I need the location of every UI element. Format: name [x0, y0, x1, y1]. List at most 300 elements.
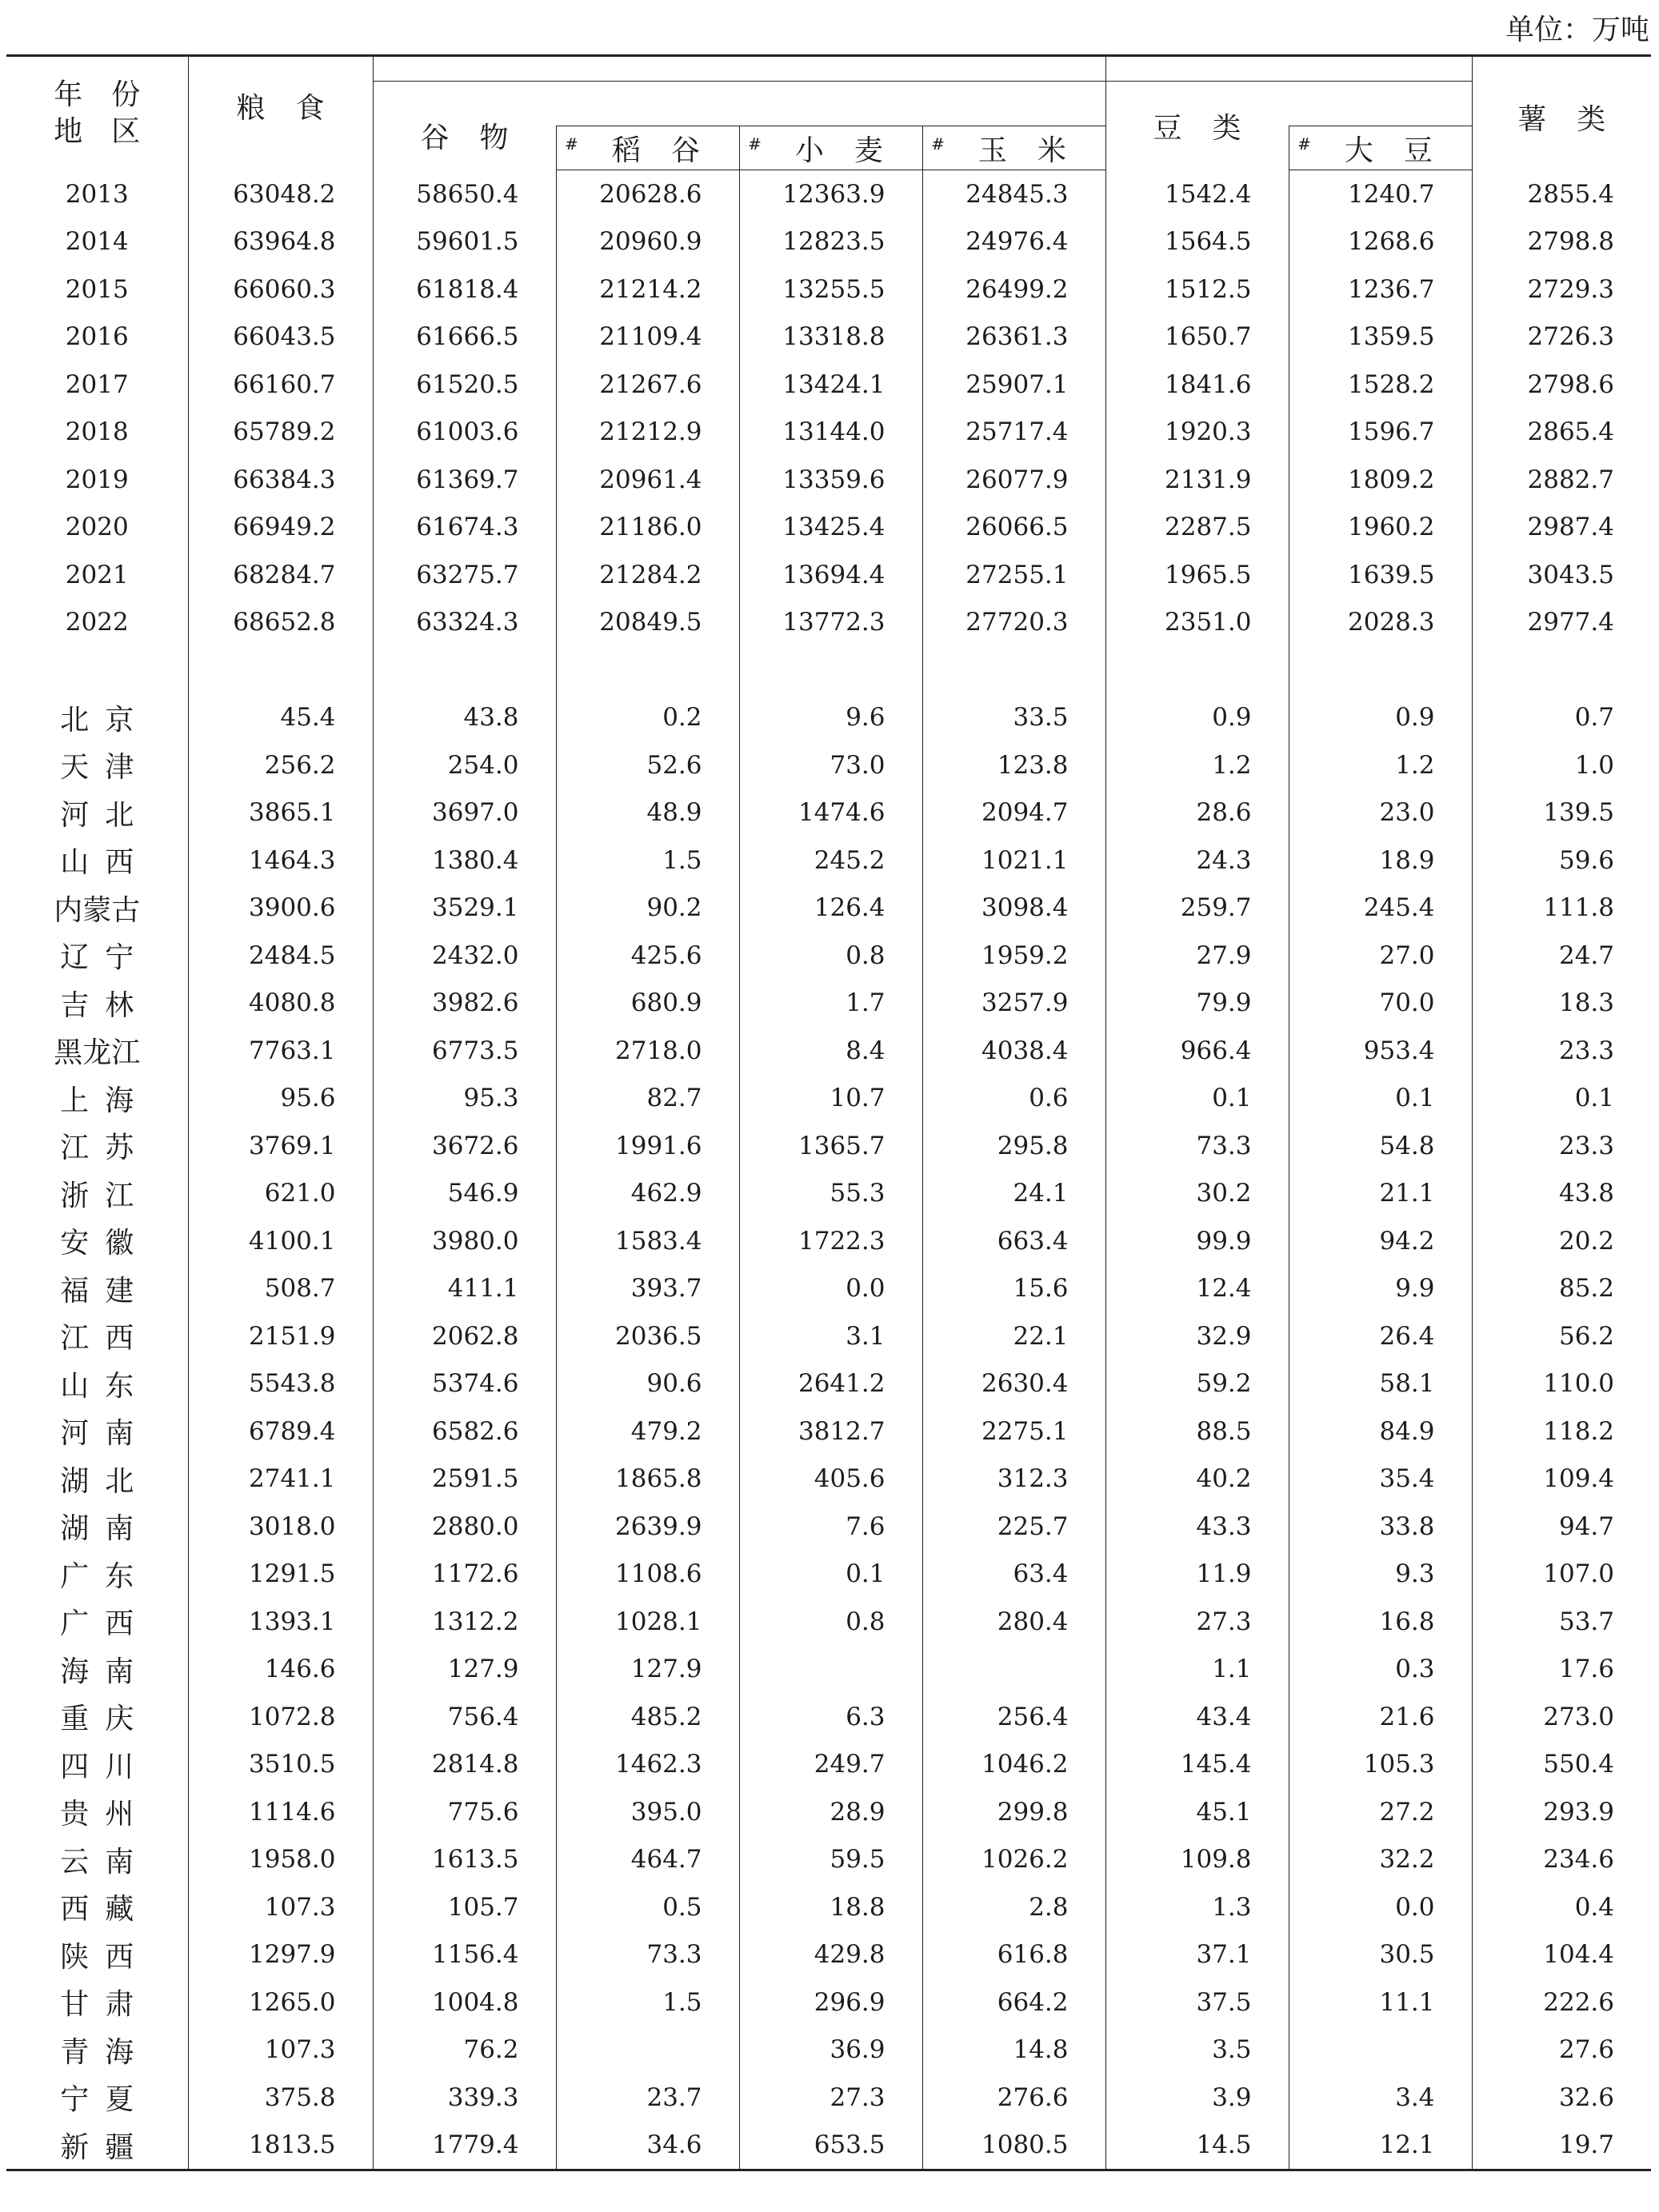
tubers-value: 27.6	[1472, 2026, 1651, 2074]
grain-value: 66160.7	[188, 361, 373, 409]
rice-value	[556, 2026, 739, 2074]
table-row-region	[6, 2122, 1651, 2170]
corn-value: 15.6	[922, 1265, 1105, 1313]
grain-value: 1072.8	[188, 1693, 373, 1741]
tubers-value: 139.5	[1472, 789, 1651, 837]
soybean-value: 11.1	[1289, 1978, 1472, 2026]
region-cell: 青海	[60, 2035, 150, 2069]
wheat-value: 18.8	[739, 1883, 922, 1931]
region-cell: 西藏	[60, 1893, 150, 1927]
tubers-value: 23.3	[1472, 1027, 1651, 1075]
tubers-value: 17.6	[1472, 1646, 1651, 1694]
grain-value: 68284.7	[188, 551, 373, 599]
grain-value: 1114.6	[188, 1788, 373, 1836]
region-cell: 吉林	[60, 988, 150, 1022]
region-cell: 上海	[60, 1084, 150, 1117]
tubers-value: 107.0	[1472, 1551, 1651, 1599]
corn-value: 24845.3	[922, 170, 1105, 218]
year-cell: 2016	[65, 322, 129, 352]
cereals-value: 254.0	[373, 741, 556, 789]
table-row-region	[6, 1312, 1651, 1360]
soybean-value: 245.4	[1289, 884, 1472, 932]
beans-value: 40.2	[1105, 1455, 1289, 1503]
table-row-region	[6, 1978, 1651, 2026]
cereals-value: 61666.5	[373, 313, 556, 361]
table-row-region	[6, 1693, 1651, 1741]
beans-value: 1.1	[1105, 1646, 1289, 1694]
rice-value: 20849.5	[556, 599, 739, 647]
wheat-value: 8.4	[739, 1027, 922, 1075]
beans-value: 259.7	[1105, 884, 1289, 932]
table-row-region	[6, 1170, 1651, 1218]
region-cell: 甘肃	[60, 1988, 150, 2022]
beans-value: 28.6	[1105, 789, 1289, 837]
grain-value: 1297.9	[188, 1931, 373, 1979]
soybean-value: 105.3	[1289, 1741, 1472, 1789]
beans-value: 1841.6	[1105, 361, 1289, 409]
beans-value: 24.3	[1105, 836, 1289, 884]
grain-value: 63048.2	[188, 170, 373, 218]
wheat-value: 296.9	[739, 1978, 922, 2026]
tubers-value: 18.3	[1472, 980, 1651, 1028]
wheat-value: 126.4	[739, 884, 922, 932]
cereals-value: 43.8	[373, 694, 556, 742]
tubers-value: 32.6	[1472, 2074, 1651, 2122]
corn-value: 276.6	[922, 2074, 1105, 2122]
corn-value: 22.1	[922, 1312, 1105, 1360]
gap-cell	[373, 646, 556, 694]
region-cell: 河南	[60, 1417, 150, 1451]
grain-value: 63964.8	[188, 218, 373, 266]
soybean-value: 35.4	[1289, 1455, 1472, 1503]
cereals-value: 756.4	[373, 1693, 556, 1741]
wheat-value: 0.1	[739, 1551, 922, 1599]
cereals-value: 3697.0	[373, 789, 556, 837]
wheat-value: 429.8	[739, 1931, 922, 1979]
soybean-value: 21.1	[1289, 1170, 1472, 1218]
rice-value: 48.9	[556, 789, 739, 837]
cereals-value: 63275.7	[373, 551, 556, 599]
tubers-value: 2987.4	[1472, 504, 1651, 552]
soybean-value: 33.8	[1289, 1503, 1472, 1551]
gap-cell	[1472, 646, 1651, 694]
tubers-value: 293.9	[1472, 1788, 1651, 1836]
rice-value: 1991.6	[556, 1122, 739, 1170]
soybean-value: 1.2	[1289, 741, 1472, 789]
soybean-value: 54.8	[1289, 1122, 1472, 1170]
grain-value: 1291.5	[188, 1551, 373, 1599]
soybean-value: 3.4	[1289, 2074, 1472, 2122]
region-cell: 陕西	[60, 1940, 150, 1974]
wheat-value: 13772.3	[739, 599, 922, 647]
corn-value: 14.8	[922, 2026, 1105, 2074]
corn-value: 3257.9	[922, 980, 1105, 1028]
rice-value: 21109.4	[556, 313, 739, 361]
rice-value: 52.6	[556, 741, 739, 789]
rice-value: 1583.4	[556, 1217, 739, 1265]
gap-cell	[1289, 646, 1472, 694]
region-cell: 海南	[60, 1655, 150, 1688]
header-spacer	[1105, 56, 1472, 82]
table-row-region	[6, 2026, 1651, 2074]
region-cell: 四川	[60, 1750, 150, 1783]
beans-value: 1512.5	[1105, 266, 1289, 313]
soybean-value: 0.1	[1289, 1075, 1472, 1123]
corn-value: 0.6	[922, 1075, 1105, 1123]
table-row-year	[6, 456, 1651, 504]
rice-value: 34.6	[556, 2122, 739, 2170]
tubers-value: 56.2	[1472, 1312, 1651, 1360]
cereals-value: 1156.4	[373, 1931, 556, 1979]
table-row-year	[6, 170, 1651, 218]
cereals-value: 61674.3	[373, 504, 556, 552]
grain-value: 66949.2	[188, 504, 373, 552]
grain-value: 6789.4	[188, 1407, 373, 1455]
table-row-year	[6, 266, 1651, 313]
corn-value: 2275.1	[922, 1407, 1105, 1455]
corn-value: 25907.1	[922, 361, 1105, 409]
tubers-value: 2798.8	[1472, 218, 1651, 266]
table-row-region	[6, 1122, 1651, 1170]
grain-value: 3018.0	[188, 1503, 373, 1551]
corn-value: 25717.4	[922, 409, 1105, 457]
table-row-year	[6, 409, 1651, 457]
tubers-value: 2865.4	[1472, 409, 1651, 457]
cereals-value: 76.2	[373, 2026, 556, 2074]
soybean-value: 1236.7	[1289, 266, 1472, 313]
rice-value: 1.5	[556, 836, 739, 884]
soybean-value: 1359.5	[1289, 313, 1472, 361]
beans-value: 0.9	[1105, 694, 1289, 742]
header-spacer	[556, 82, 1105, 126]
cereals-value: 3672.6	[373, 1122, 556, 1170]
cereals-value: 61369.7	[373, 456, 556, 504]
grain-value: 256.2	[188, 741, 373, 789]
tubers-value: 110.0	[1472, 1360, 1651, 1408]
rice-value: 1462.3	[556, 1741, 739, 1789]
soybean-value: 21.6	[1289, 1693, 1472, 1741]
beans-value: 30.2	[1105, 1170, 1289, 1218]
beans-value: 1542.4	[1105, 170, 1289, 218]
beans-value: 79.9	[1105, 980, 1289, 1028]
cereals-value: 546.9	[373, 1170, 556, 1218]
tubers-value: 20.2	[1472, 1217, 1651, 1265]
soybean-value: 1240.7	[1289, 170, 1472, 218]
beans-value: 3.5	[1105, 2026, 1289, 2074]
rice-value: 20628.6	[556, 170, 739, 218]
cereals-value: 58650.4	[373, 170, 556, 218]
tubers-value: 85.2	[1472, 1265, 1651, 1313]
grain-value: 3769.1	[188, 1122, 373, 1170]
table-row-region	[6, 1836, 1651, 1884]
year-cell: 2020	[65, 513, 129, 542]
wheat-value: 0.0	[739, 1265, 922, 1313]
rice-value: 462.9	[556, 1170, 739, 1218]
rice-value: 1108.6	[556, 1551, 739, 1599]
tubers-value: 1.0	[1472, 741, 1651, 789]
table-row-region	[6, 1931, 1651, 1979]
table-row-region	[6, 1883, 1651, 1931]
rice-value: 20960.9	[556, 218, 739, 266]
wheat-header: # 小麦	[739, 126, 922, 170]
year-cell: 2017	[65, 369, 129, 399]
beans-value: 43.3	[1105, 1503, 1289, 1551]
grain-value: 146.6	[188, 1646, 373, 1694]
cereals-header: 谷物	[373, 82, 556, 170]
rice-value: 127.9	[556, 1646, 739, 1694]
beans-value: 37.1	[1105, 1931, 1289, 1979]
tubers-value: 3043.5	[1472, 551, 1651, 599]
table-row-region	[6, 1217, 1651, 1265]
soybean-value: 84.9	[1289, 1407, 1472, 1455]
beans-value: 99.9	[1105, 1217, 1289, 1265]
table-row-region	[6, 932, 1651, 980]
wheat-value: 10.7	[739, 1075, 922, 1123]
corn-value: 225.7	[922, 1503, 1105, 1551]
tubers-value: 2729.3	[1472, 266, 1651, 313]
region-cell: 新疆	[6, 2122, 188, 2170]
tubers-value: 550.4	[1472, 1741, 1651, 1789]
grain-value: 5543.8	[188, 1360, 373, 1408]
beans-value: 966.4	[1105, 1027, 1289, 1075]
soybean-value: 1268.6	[1289, 218, 1472, 266]
year-cell: 2019	[65, 465, 129, 494]
corn-value: 26066.5	[922, 504, 1105, 552]
table-row-year	[6, 551, 1651, 599]
beans-value: 1920.3	[1105, 409, 1289, 457]
year-cell: 2021	[65, 560, 129, 589]
corn-value	[922, 1646, 1105, 1694]
table-row-region	[6, 1265, 1651, 1313]
rice-value: 73.3	[556, 1931, 739, 1979]
rice-value: 1865.8	[556, 1455, 739, 1503]
grain-value: 68652.8	[188, 599, 373, 647]
rice-value: 82.7	[556, 1075, 739, 1123]
table-row-region	[6, 2074, 1651, 2122]
tubers-value: 234.6	[1472, 1836, 1651, 1884]
year-cell: 2018	[65, 417, 129, 447]
table-row-region	[6, 741, 1651, 789]
cereals-value: 1172.6	[373, 1551, 556, 1599]
grain-production-table	[6, 54, 1651, 2171]
year-cell: 2014	[65, 227, 129, 257]
tubers-value: 2882.7	[1472, 456, 1651, 504]
region-cell: 江苏	[60, 1132, 150, 1165]
corn-value: 1026.2	[922, 1836, 1105, 1884]
region-label: 地区	[54, 114, 170, 148]
wheat-value: 55.3	[739, 1170, 922, 1218]
corn-value: 2.8	[922, 1883, 1105, 1931]
table-row-region	[6, 1407, 1651, 1455]
rice-value: 395.0	[556, 1788, 739, 1836]
soybean-value: 16.8	[1289, 1598, 1472, 1646]
corn-value: 3098.4	[922, 884, 1105, 932]
gap-cell	[922, 646, 1105, 694]
soybean-value	[1289, 2026, 1472, 2074]
region-cell: 浙江	[60, 1179, 150, 1212]
corn-value: 26361.3	[922, 313, 1105, 361]
tubers-value: 118.2	[1472, 1407, 1651, 1455]
gap-cell	[188, 646, 373, 694]
rice-value: 2036.5	[556, 1312, 739, 1360]
wheat-value: 245.2	[739, 836, 922, 884]
soybean-value: 30.5	[1289, 1931, 1472, 1979]
grain-value: 1393.1	[188, 1598, 373, 1646]
grain-value: 4100.1	[188, 1217, 373, 1265]
region-cell: 黑龙江	[54, 1036, 141, 1070]
beans-value: 2131.9	[1105, 456, 1289, 504]
rice-value: 2639.9	[556, 1503, 739, 1551]
cereals-value: 1779.4	[373, 2122, 556, 2170]
region-cell: 福建	[60, 1274, 150, 1308]
table-row-region	[6, 789, 1651, 837]
tubers-header: 薯类	[1472, 56, 1651, 170]
soybean-value: 23.0	[1289, 789, 1472, 837]
table-row-region	[6, 1455, 1651, 1503]
table-row-region	[6, 1075, 1651, 1123]
rice-value: 23.7	[556, 2074, 739, 2122]
header-spacer	[1289, 82, 1472, 126]
rice-value: 464.7	[556, 1836, 739, 1884]
beans-value: 43.4	[1105, 1693, 1289, 1741]
wheat-value: 653.5	[739, 2122, 922, 2170]
corn-value: 24.1	[922, 1170, 1105, 1218]
beans-value: 59.2	[1105, 1360, 1289, 1408]
cereals-value: 2062.8	[373, 1312, 556, 1360]
beans-value: 0.1	[1105, 1075, 1289, 1123]
beans-value: 109.8	[1105, 1836, 1289, 1884]
wheat-value: 3812.7	[739, 1407, 922, 1455]
table-row-year	[6, 361, 1651, 409]
region-cell: 广东	[60, 1559, 150, 1593]
cereals-value: 95.3	[373, 1075, 556, 1123]
tubers-value: 19.7	[1472, 2122, 1651, 2170]
table-row-year	[6, 599, 1651, 647]
tubers-value: 2977.4	[1472, 599, 1651, 647]
beans-value: 2287.5	[1105, 504, 1289, 552]
grain-value: 66043.5	[188, 313, 373, 361]
grain-value: 2484.5	[188, 932, 373, 980]
wheat-value: 13694.4	[739, 551, 922, 599]
tubers-value: 59.6	[1472, 836, 1651, 884]
soybean-value: 1528.2	[1289, 361, 1472, 409]
grain-value: 1813.5	[188, 2122, 373, 2170]
soybean-value: 18.9	[1289, 836, 1472, 884]
wheat-value: 12823.5	[739, 218, 922, 266]
tubers-value: 2855.4	[1472, 170, 1651, 218]
beans-value: 11.9	[1105, 1551, 1289, 1599]
region-cell: 山西	[60, 846, 150, 880]
corn-value: 312.3	[922, 1455, 1105, 1503]
beans-value: 14.5	[1105, 2122, 1289, 2170]
tubers-value: 0.4	[1472, 1883, 1651, 1931]
cereals-value: 1380.4	[373, 836, 556, 884]
cereals-value: 3529.1	[373, 884, 556, 932]
corn-value: 1021.1	[922, 836, 1105, 884]
rice-value: 90.6	[556, 1360, 739, 1408]
corn-value: 663.4	[922, 1217, 1105, 1265]
beans-value: 3.9	[1105, 2074, 1289, 2122]
table-row-region	[6, 1503, 1651, 1551]
rice-value: 21284.2	[556, 551, 739, 599]
wheat-value	[739, 1646, 922, 1694]
wheat-value: 0.8	[739, 932, 922, 980]
corn-value: 2630.4	[922, 1360, 1105, 1408]
table-row-region	[6, 980, 1651, 1028]
corn-value: 26077.9	[922, 456, 1105, 504]
tubers-value: 273.0	[1472, 1693, 1651, 1741]
wheat-value: 7.6	[739, 1503, 922, 1551]
corn-value: 33.5	[922, 694, 1105, 742]
tubers-value: 222.6	[1472, 1978, 1651, 2026]
beans-value: 27.3	[1105, 1598, 1289, 1646]
cereals-value: 411.1	[373, 1265, 556, 1313]
rice-value: 479.2	[556, 1407, 739, 1455]
cereals-value: 2432.0	[373, 932, 556, 980]
wheat-value: 13318.8	[739, 313, 922, 361]
wheat-value: 2641.2	[739, 1360, 922, 1408]
table-row-region	[6, 1027, 1651, 1075]
corn-header: # 玉米	[922, 126, 1105, 170]
table-row-region	[6, 1788, 1651, 1836]
cereals-value: 61818.4	[373, 266, 556, 313]
corn-value: 1959.2	[922, 932, 1105, 980]
table-row-region	[6, 836, 1651, 884]
grain-value: 66060.3	[188, 266, 373, 313]
rice-value: 21212.9	[556, 409, 739, 457]
tubers-value: 2726.3	[1472, 313, 1651, 361]
beans-value: 1650.7	[1105, 313, 1289, 361]
soybean-value: 953.4	[1289, 1027, 1472, 1075]
rice-value: 1.5	[556, 1978, 739, 2026]
beans-value: 12.4	[1105, 1265, 1289, 1313]
cereals-value: 3980.0	[373, 1217, 556, 1265]
grain-value: 1464.3	[188, 836, 373, 884]
rice-value: 21267.6	[556, 361, 739, 409]
region-cell: 内蒙古	[54, 893, 141, 927]
grain-value: 107.3	[188, 1883, 373, 1931]
tubers-value: 24.7	[1472, 932, 1651, 980]
cereals-value: 1613.5	[373, 1836, 556, 1884]
soybean-value: 58.1	[1289, 1360, 1472, 1408]
grain-value: 3900.6	[188, 884, 373, 932]
corn-value: 27720.3	[922, 599, 1105, 647]
rice-value: 0.2	[556, 694, 739, 742]
soybean-value: 12.1	[1289, 2122, 1472, 2170]
table-row-year	[6, 218, 1651, 266]
wheat-value: 36.9	[739, 2026, 922, 2074]
grain-value: 1265.0	[188, 1978, 373, 2026]
table-row-region	[6, 1551, 1651, 1599]
soybean-value: 27.2	[1289, 1788, 1472, 1836]
rice-value: 21214.2	[556, 266, 739, 313]
wheat-value: 73.0	[739, 741, 922, 789]
tubers-value: 109.4	[1472, 1455, 1651, 1503]
corn-value: 4038.4	[922, 1027, 1105, 1075]
cereals-value: 339.3	[373, 2074, 556, 2122]
table-row-region	[6, 694, 1651, 742]
soybean-value: 1596.7	[1289, 409, 1472, 457]
soybean-value: 9.9	[1289, 1265, 1472, 1313]
region-cell: 宁夏	[60, 2083, 150, 2117]
region-cell: 云南	[60, 1845, 150, 1879]
beans-value: 1.2	[1105, 741, 1289, 789]
region-cell: 北京	[60, 703, 150, 737]
year-label: 年份	[54, 78, 170, 111]
cereals-value: 105.7	[373, 1883, 556, 1931]
grain-value: 95.6	[188, 1075, 373, 1123]
wheat-value: 1365.7	[739, 1122, 922, 1170]
